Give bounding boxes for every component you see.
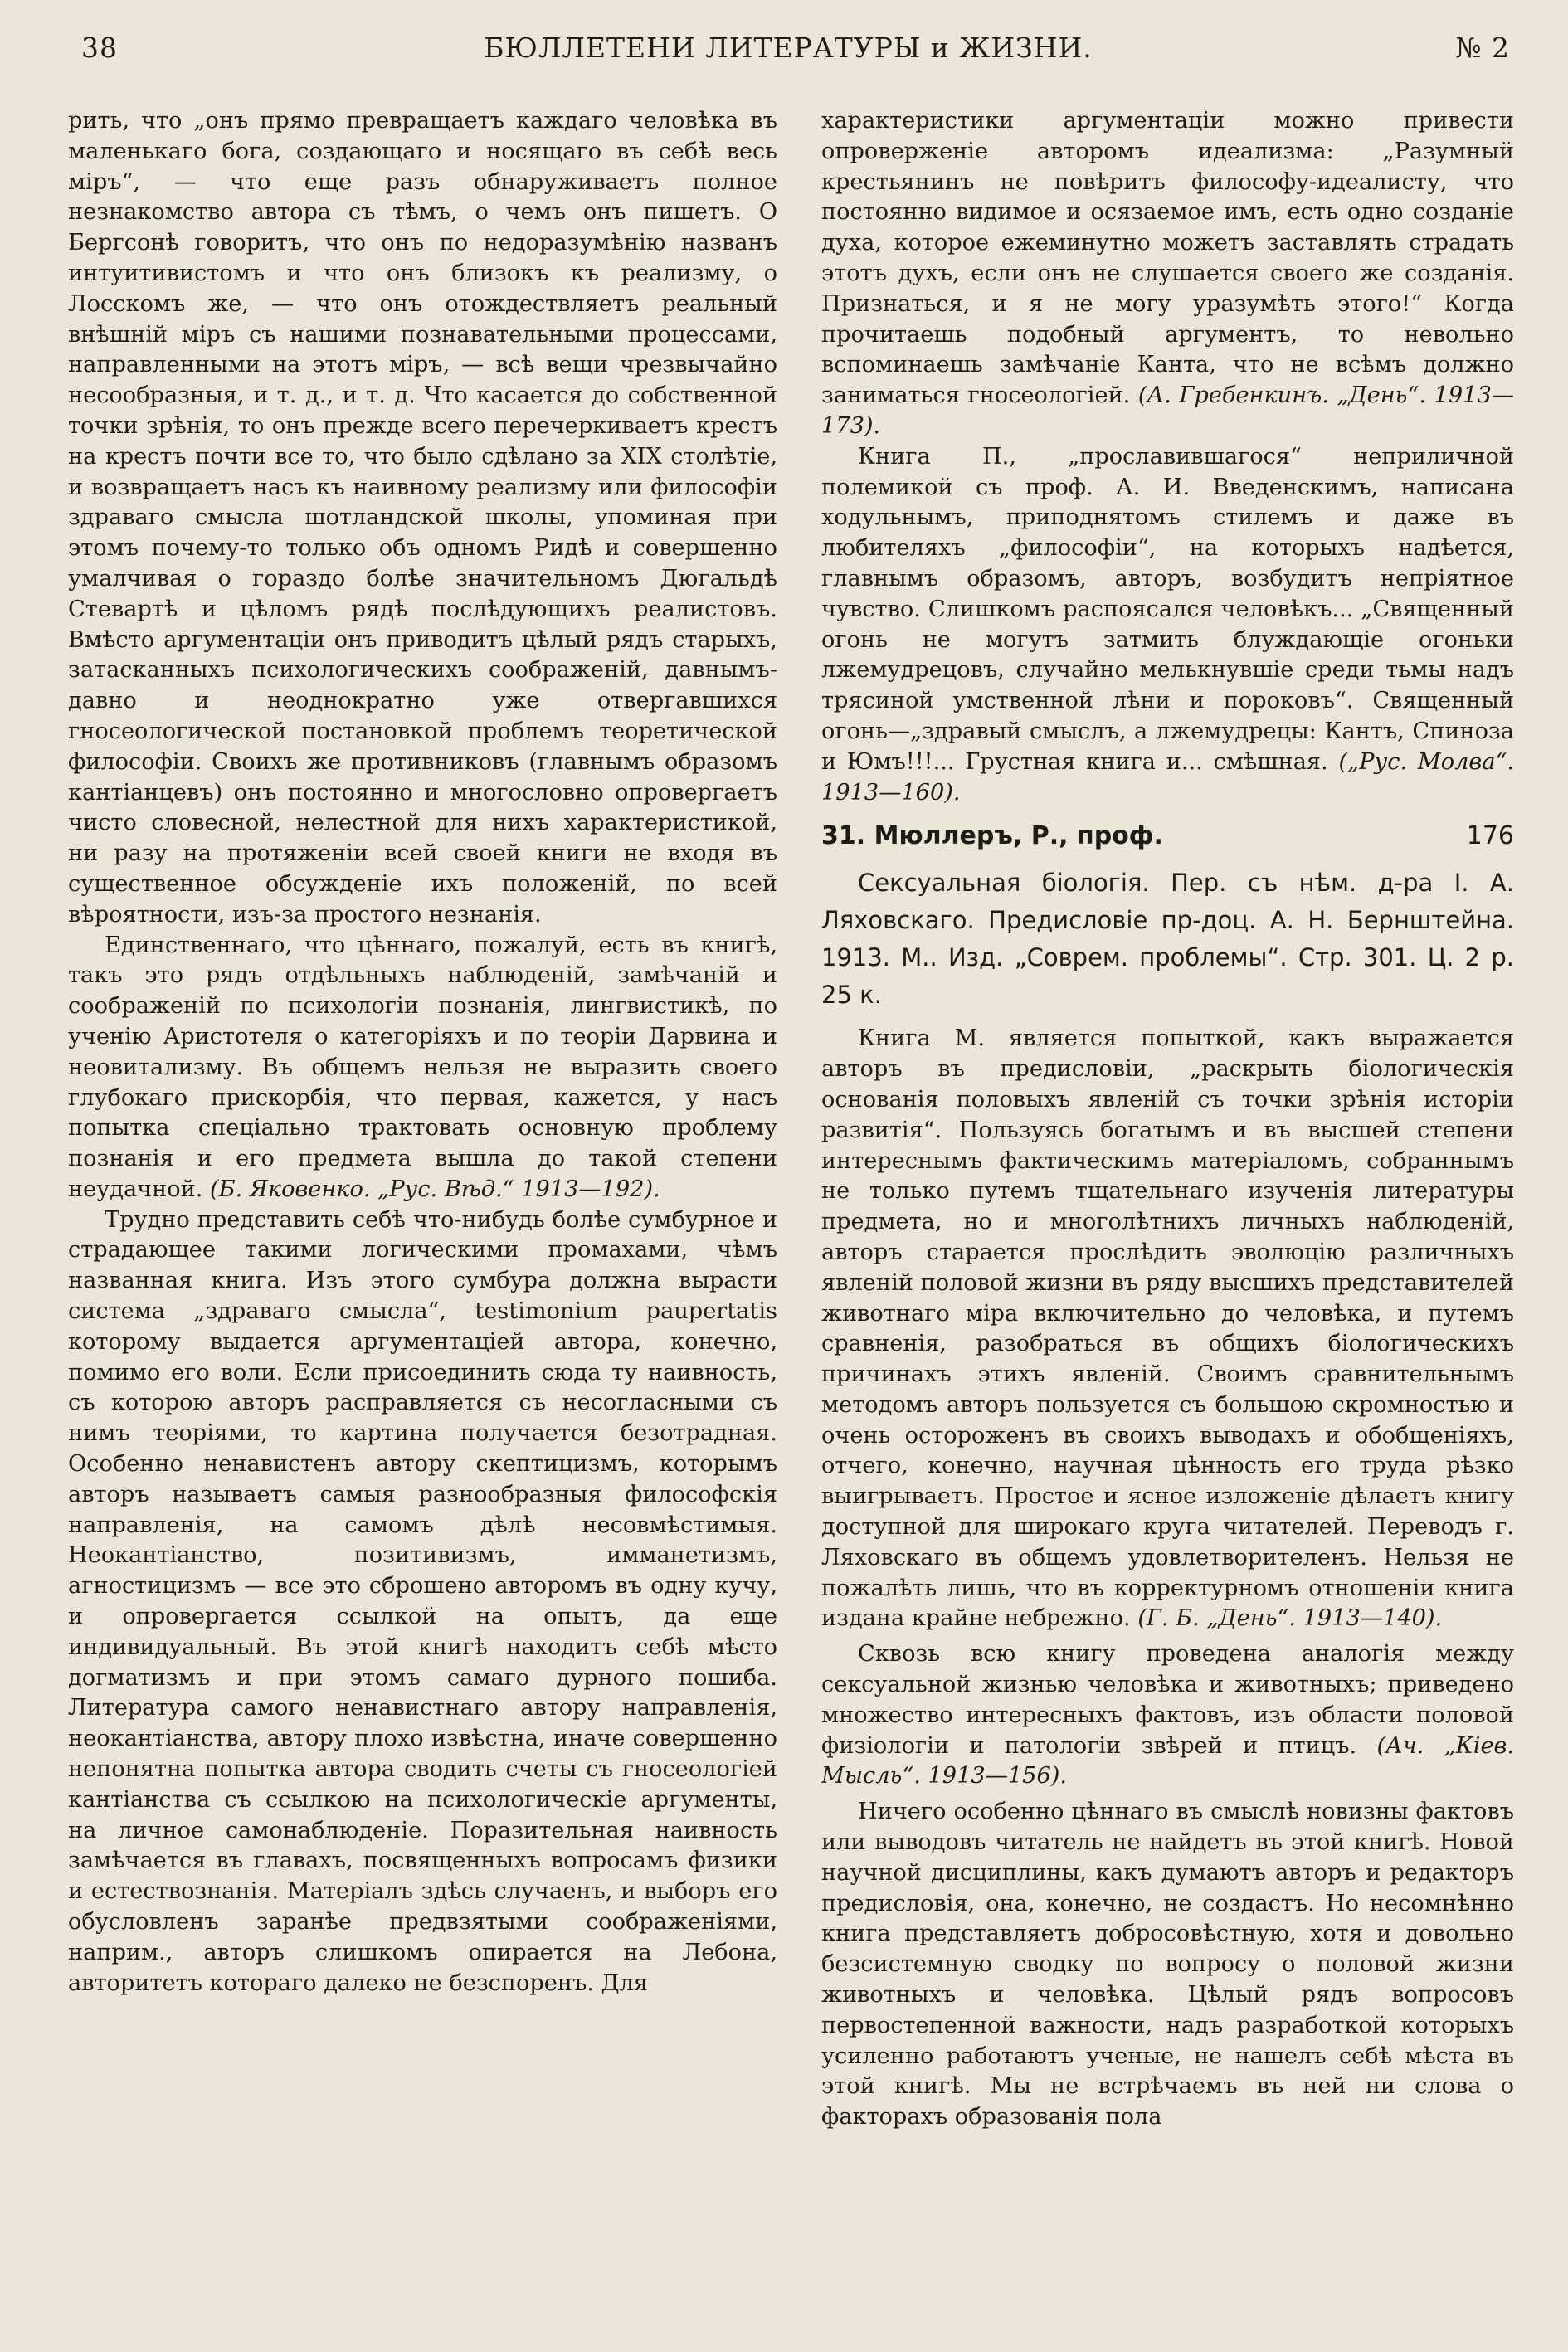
left-column [68,106,777,2346]
entry-author: 31. Мюллеръ, Р., проф. [821,821,1163,851]
review-source: (Б. Яковенко. „Рус. Вѣд.“ 1913—192). [210,1176,660,1202]
review-paragraph [821,1024,1514,1634]
running-title: БЮЛЛЕТЕНИ ЛИТЕРАТУРЫ и ЖИЗНИ. [484,32,1093,64]
review-text: Книга П., „прославившагося“ неприличной полемикой съ проф. А. И. Введенскимъ, написана ходульнымъ, приподнятомъ стилемъ и даже въ любителяхъ „философіи“, на которыхъ надѣется, главнымъ образомъ, авторъ, возбудитъ непріятное чувство. Слишкомъ распоясался человѣкъ... „Священный огонь не могутъ затмить блуждающіе огоньки лжемудрецовъ, случайно мелькнувшіе среди тьмы надъ трясиной умственной лѣни и пороковъ“. Священный огонь—„здравый смыслъ, а лжемудрецы: Кантъ, Спиноза и Юмъ!!!... Грустная книга и... смѣшная. [821,443,1514,775]
review-source: („Рус. Молва“. 1913—160). [821,748,1514,806]
right-column [821,106,1514,2346]
review-paragraph [821,106,1514,442]
issue-number: № 2 [1455,32,1510,64]
review-text: характеристики аргументаціи можно привести опроверженіе авторомъ идеализма: „Разумный крестьянинъ не повѣритъ философу-идеалисту, что постоянно видимое и осязаемое имъ, есть одно созданіе духа, которое ежеминутно можетъ заставлять страдать этотъ духъ, если онъ не слушается своего же созданія. Признаться, и я не могу уразумѣть этого!“ Когда прочитаешь подобный аргументъ, то невольно вспоминаешь замѣчаніе Канта, что не всѣмъ должно заниматься гносеологіей. [821,108,1514,409]
review-paragraph: Ничего особенно цѣннаго въ смыслѣ новизны фактовъ или выводовъ читатель не найдетъ въ этой книгѣ. Новой научной дисциплины, какъ думаютъ авторъ и редакторъ предисловія, она, конечно, не создастъ. Но несомнѣнно книга представляетъ добросовѣстную, хотя и довольно безсистемную сводку по вопросу о половой жизни животныхъ и человѣка. Цѣлый рядъ вопросовъ первостепенной важности, надъ разработкой которыхъ усиленно работаютъ ученые, не нашелъ себѣ мѣста въ этой книгѣ. Мы не встрѣчаемъ въ ней ни слова о факторахъ образованія пола [821,1799,1514,2130]
review-text: Книга М. является попыткой, какъ выражается авторъ въ предисловіи, „раскрыть біологическія основанія половыхъ явленій съ точки зрѣнія исторіи развитія“. Пользуясь богатымъ и въ высшей степени интереснымъ фактическимъ матеріаломъ, собраннымъ не только путемъ тщательнаго изученія литературы предмета, но и многолѣтнихъ личныхъ наблюденій, авторъ старается прослѣдить эволюцію различныхъ явленій половой жизни въ ряду высшихъ представителей животнаго міра включительно до человѣка, и путемъ сравненія, разобраться въ общихъ біологическихъ причинахъ этихъ явленій. Своимъ сравнительнымъ методомъ авторъ пользуется съ большою скромностью и очень остороженъ въ своихъ выводахъ и обобщеніяхъ, отчего, конечно, научная цѣнность его труда рѣзко выигрываетъ. Простое и ясное изложеніе дѣлаетъ книгу доступной для широкаго круга читателей. Переводъ г. Ляховскаго въ общемъ удовлетворителенъ. Нельзя не пожалѣть лишь, что въ корректурномъ отношеніи книга издана крайне небрежно. [821,1025,1514,1632]
review-paragraph: рить, что „онъ прямо превращаетъ каждаго человѣка въ маленькаго бога, создающаго и носящаго въ себѣ весь міръ“, — что еще разъ обнаруживаетъ полное незнакомство автора съ тѣмъ, о чемъ онъ пишетъ. О Бергсонѣ говоритъ, что онъ по недоразумѣнію названъ интуитивистомъ и что онъ близокъ къ реализму, о Лосскомъ же, — что онъ отождествляетъ реальный внѣшній міръ съ нашими познавательными процессами, направленными на этотъ міръ, — всѣ вещи чрезвычайно несообразныя, и т. д., и т. д. Что касается до собственной точки зрѣнія, то онъ прежде всего перечеркиваетъ крестъ на крестъ почти все то, что было сдѣлано за XIX столѣтіе, и возвращаетъ насъ къ наивному реализму или философіи здраваго смысла шотландской школы, упоминая при этомъ почему-то только объ одномъ Ридѣ и совершенно умалчивая о гораздо болѣе значительномъ Дюгальдѣ Стевартѣ и цѣломъ рядѣ послѣдующихъ реалистовъ. Вмѣсто аргументаціи онъ приводитъ цѣлый рядъ старыхъ, затасканныхъ психологическихъ соображеній, давнымъ-давно и неоднократно уже отвергавшихся гносеологической постановкой проблемъ теоретической философіи. Своихъ же противниковъ (главнымъ образомъ кантіанцевъ) онъ постоянно и многословно опровергаетъ чисто словесной, нелестной для нихъ характеристикой, ни разу на протяженіи всей своей книги не входя въ существенное обсужденіе ихъ положеній, по всей вѣроятности, изъ-за простого незнанія. [68,108,777,928]
review-source: (Ач. „Кiев. Мысль“. 1913—156). [821,1732,1514,1790]
book-bibliography: Сексуальная біологія. Пер. съ нѣм. д-ра І. А. Ляховскаго. Предисловіе пр-доц. А. Н. Бернштейна. 1913. М.. Изд. „Соврем. проблемы“. Стр. 301. Ц. 2 р. 25 к. [821,869,1514,1010]
review-paragraph [821,1639,1514,1792]
review-source: (Г. Б. „День“. 1913—140). [1137,1605,1443,1632]
review-source: (А. Гребенкинъ. „День“. 1913—173). [821,382,1514,439]
review-paragraph: Трудно представить себѣ что-нибудь болѣе сумбурное и страдающее такими логическими промахами, чѣмъ названная книга. Изъ этого сумбура должна вырасти система „здраваго смысла“, testimonium paupertatis которому выдается аргументаціей автора, конечно, помимо его воли. Если присоединить сюда ту наивность, съ которою авторъ расправляется съ несогласными съ нимъ теоріями, то картина получается безотрадная. Особенно ненавистенъ автору скептицизмъ, которымъ авторъ называетъ самыя разнообразныя философскія направленія, на самомъ дѣлѣ несовмѣстимыя. Неокантіанство, позитивизмъ, имманетизмъ, агностицизмъ — все это сброшено авторомъ въ одну кучу, и опровергается ссылкой на опытъ, да еще индивидуальный. Въ этой книгѣ находитъ себѣ мѣсто догматизмъ и при этомъ самаго дурного пошиба. Литература самого ненавистнаго автору направленія, неокантіанства, автору плохо извѣстна, иначе совершенно непонятна попытка автора сводить счеты съ гносеологіей кантіанства съ ссылкою на психологическіе аргументы, на личное самонаблюденіе. Поразительная наивность замѣчается въ главахъ, посвященныхъ вопросамъ физики и естествознанія. Матеріалъ здѣсь случаенъ, и выборъ его обусловленъ заранѣе предвзятыми соображеніями, наприм., авторъ слишкомъ опирается на Лебона, авторитетъ котораго далеко не безспоренъ. Для [68,1206,777,1996]
review-text: Единственнаго, что цѣннаго, пожалуй, есть въ книгѣ, такъ это рядъ отдѣльныхъ наблюденій, замѣчаній и соображеній по психологіи познанія, лингвистикѣ, по ученію Аристотеля о категоріяхъ и по теоріи Дарвина и неовитализму. Въ общемъ нельзя не выразить своего глубокаго прискорбія, что первая, кажется, у насъ попытка спеціально трактовать основную проблему познанія и его предмета вышла до такой степени неудачной. [68,932,777,1202]
review-paragraph [821,442,1514,809]
page-number: 38 [81,32,118,64]
book-entry-heading [821,820,1514,853]
review-paragraph [68,931,777,1205]
page-header [66,25,1510,76]
review-text: Сквозь всю книгу проведена аналогія между сексуальной жизнью человѣка и животныхъ; приведено множество интересныхъ фактовъ, изъ области половой физіологіи и патологіи звѣрей и птицъ. [821,1641,1514,1759]
entry-code: 176 [1466,821,1514,851]
